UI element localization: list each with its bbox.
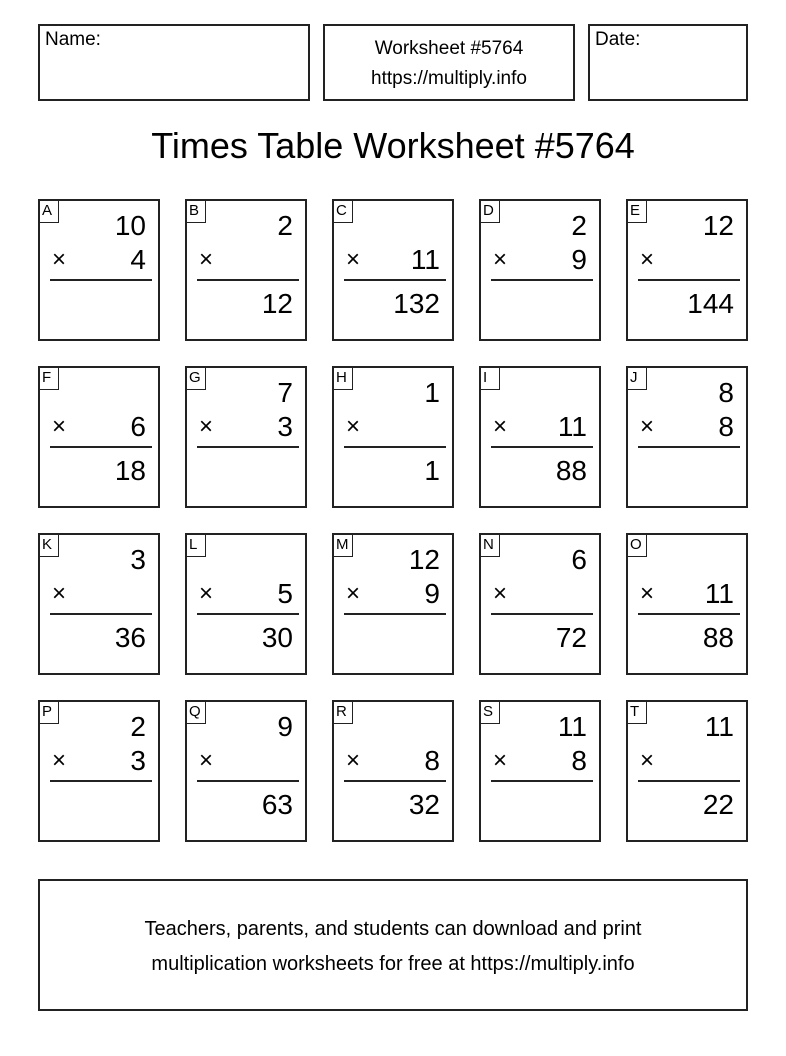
bottom-factor: 5 [277,578,293,609]
times-symbol: × [52,580,67,607]
problem-letter: L [187,535,206,557]
answer-line [638,780,740,782]
problem-letter: F [40,368,59,390]
problem-m [332,533,454,675]
answer-line [638,446,740,448]
problem-letter: H [334,368,353,390]
problem-letter: S [481,702,500,724]
problem-letter: J [628,368,647,390]
problem-letter: P [40,702,59,724]
problem-letter: T [628,702,647,724]
problem-b [185,199,307,341]
answer[interactable]: 30 [261,622,293,653]
problem-r [332,700,454,842]
answer-line [50,279,152,281]
problem-n [479,533,601,675]
bottom-factor: 4 [130,244,146,275]
answer-line [491,446,593,448]
top-factor: 11 [557,711,587,742]
footer-line-2: multiplication worksheets for free at https://multiply.info [151,953,635,975]
problem-c [332,199,454,341]
problem-letter: C [334,201,353,223]
answer[interactable]: 88 [555,455,587,486]
problem-letter: B [187,201,206,223]
problem-j [626,366,748,508]
problem-q [185,700,307,842]
times-symbol: × [640,246,655,273]
top-factor: 3 [130,544,146,575]
answer-line [344,613,446,615]
bottom-factor: 11 [704,578,734,609]
top-factor: 6 [571,544,587,575]
problem-letter: A [40,201,59,223]
answer[interactable]: 18 [114,455,146,486]
problem-f [38,366,160,508]
bottom-factor: 11 [557,411,587,442]
problem-g [185,366,307,508]
answer[interactable]: 63 [261,789,293,820]
name-box[interactable] [38,24,310,101]
bottom-factor: 3 [277,411,293,442]
top-factor: 2 [130,711,146,742]
answer-line [50,780,152,782]
worksheet-id-box [323,24,575,101]
bottom-factor: 9 [424,578,440,609]
answer-line [197,780,299,782]
bottom-factor: 6 [130,411,146,442]
times-symbol: × [52,246,67,273]
bottom-factor: 8 [571,745,587,776]
bottom-factor: 8 [718,411,734,442]
times-symbol: × [199,580,214,607]
problem-o [626,533,748,675]
answer-line [344,446,446,448]
problem-letter: E [628,201,647,223]
times-symbol: × [640,747,655,774]
top-factor: 11 [704,711,734,742]
times-symbol: × [346,246,361,273]
problem-letter: M [334,535,353,557]
problem-letter: R [334,702,353,724]
bottom-factor: 11 [410,244,440,275]
problem-s [479,700,601,842]
answer[interactable]: 1 [424,455,440,486]
answer[interactable]: 144 [687,288,734,319]
problem-k [38,533,160,675]
top-factor: 1 [424,377,440,408]
date-box[interactable] [588,24,748,101]
times-symbol: × [493,580,508,607]
answer-line [344,780,446,782]
answer-line [491,613,593,615]
problem-l [185,533,307,675]
problem-letter: G [187,368,206,390]
times-symbol: × [493,747,508,774]
times-symbol: × [199,246,214,273]
answer[interactable]: 22 [702,789,734,820]
top-factor: 12 [408,544,440,575]
top-factor: 2 [571,210,587,241]
times-symbol: × [52,413,67,440]
answer-line [491,780,593,782]
times-symbol: × [493,413,508,440]
answer[interactable]: 72 [555,622,587,653]
worksheet-number: Worksheet #5764 [374,38,524,59]
times-symbol: × [493,246,508,273]
times-symbol: × [640,580,655,607]
answer-line [638,613,740,615]
problem-letter: O [628,535,647,557]
answer[interactable]: 32 [408,789,440,820]
top-factor: 10 [114,210,146,241]
problem-t [626,700,748,842]
answer-line [197,446,299,448]
answer[interactable]: 36 [114,622,146,653]
times-symbol: × [199,413,214,440]
date-label: Date: [595,29,641,50]
answer-line [197,613,299,615]
times-symbol: × [52,747,67,774]
bottom-factor: 3 [130,745,146,776]
problem-i [479,366,601,508]
bottom-factor: 9 [571,244,587,275]
top-factor: 7 [277,377,293,408]
times-symbol: × [346,747,361,774]
times-symbol: × [199,747,214,774]
problem-letter: N [481,535,500,557]
top-factor: 9 [277,711,293,742]
answer-line [50,446,152,448]
answer-line [344,279,446,281]
problem-h [332,366,454,508]
footer-box [38,879,748,1011]
answer-line [638,279,740,281]
problem-p [38,700,160,842]
bottom-factor: 8 [424,745,440,776]
problem-a [38,199,160,341]
times-symbol: × [346,580,361,607]
answer-line [50,613,152,615]
worksheet-url: https://multiply.info [371,68,527,89]
answer-line [197,279,299,281]
times-symbol: × [346,413,361,440]
times-symbol: × [640,413,655,440]
problem-e [626,199,748,341]
page-title: Times Table Worksheet #5764 [151,125,635,166]
footer-line-1: Teachers, parents, and students can download and print [144,918,642,940]
top-factor: 12 [702,210,734,241]
name-label: Name: [45,29,101,50]
top-factor: 2 [277,210,293,241]
problem-letter: D [481,201,500,223]
problem-letter: I [481,368,500,390]
answer-line [491,279,593,281]
answer[interactable]: 12 [261,288,293,319]
problem-letter: K [40,535,59,557]
top-factor: 8 [718,377,734,408]
answer[interactable]: 88 [702,622,734,653]
answer[interactable]: 132 [393,288,440,319]
problem-letter: Q [187,702,206,724]
problem-d [479,199,601,341]
